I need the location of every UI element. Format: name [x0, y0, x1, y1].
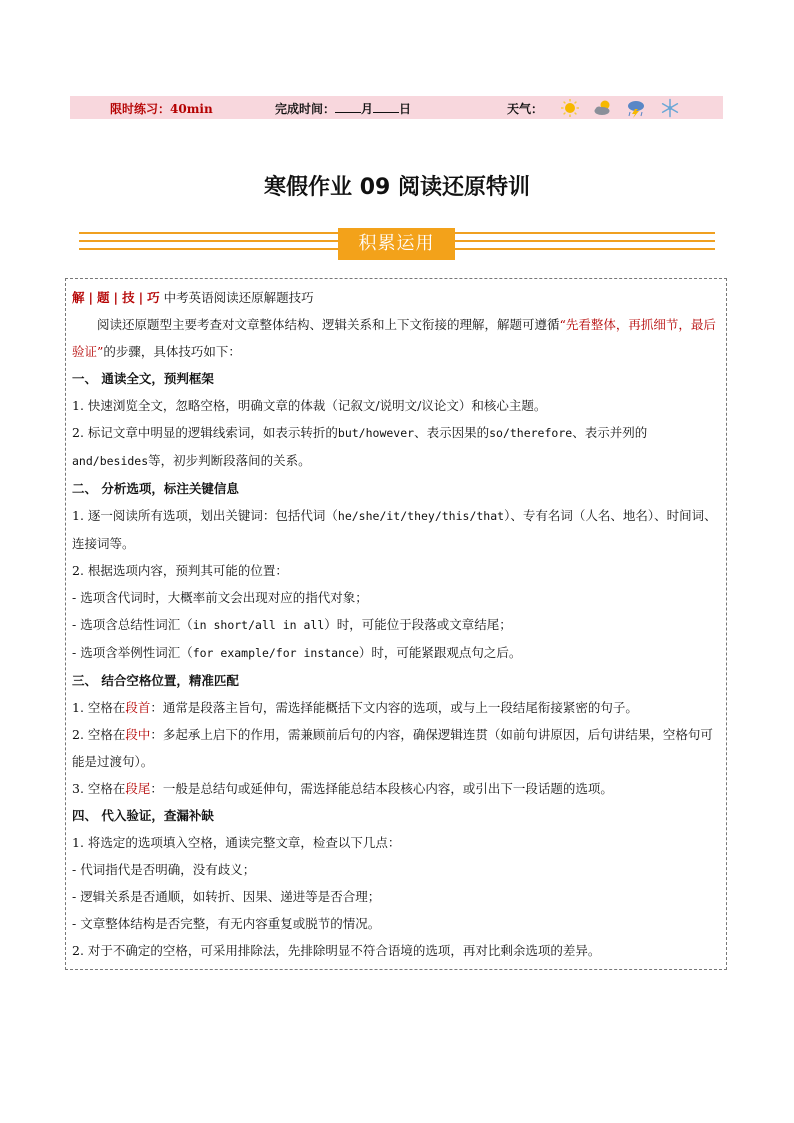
highlight-term: 段中: [125, 727, 151, 742]
text: 、表示并列的: [572, 425, 648, 440]
page-title: 寒假作业 09 阅读还原特训: [264, 175, 530, 200]
section-2-item-2: 2. 根据选项内容，预判其可能的位置：: [72, 563, 288, 578]
section-3-item-1: [72, 694, 722, 721]
tips-sep: |: [88, 290, 94, 305]
section-4-bullet-3: - 文章整体结构是否完整，有无内容重复或脱节的情况。: [72, 916, 381, 931]
text: 等，初步判断段落间的关系。: [148, 453, 311, 468]
code-term: and/besides: [72, 454, 149, 468]
text: ：通常是段落主旨句，需选择能概括下文内容的选项，或与上一段结尾衔接紧密的句子。: [150, 700, 638, 715]
tips-char-2: 题: [97, 290, 110, 305]
day-label: 日: [399, 102, 412, 116]
text: ）时，可能紧跟观点句之后。: [358, 645, 522, 660]
snowflake-icon: [660, 98, 680, 118]
section-2-item-1: [72, 502, 722, 557]
code-term: but/however: [337, 426, 415, 440]
text: ：一般是总结句或延伸句，需选择能总结本段核心内容，或引出下一段话题的选项。: [150, 781, 613, 796]
text: ）、专有名词（人名、地名）、时间词、连接词等。: [72, 508, 717, 551]
section-4-bullet-2: - 逻辑关系是否通顺，如转折、因果、递进等是否合理；: [72, 889, 381, 904]
tips-sep: |: [138, 290, 144, 305]
storm-icon: [626, 98, 646, 118]
section-4-item-1: 1. 将选定的选项填入空格，通读完整文章，检查以下几点：: [72, 835, 401, 850]
code-term: for example/for instance: [192, 646, 359, 660]
highlight-term: 段尾: [125, 781, 151, 796]
text: 1. 逐一阅读所有选项，划出关键词：包括代词（: [72, 508, 338, 523]
section-2-heading: 二、 分析选项，标注关键信息: [72, 481, 239, 496]
intro-text: 阅读还原题型主要考查对文章整体结构、逻辑关系和上下文衔接的理解，解题可遵循: [97, 317, 560, 332]
tips-heading: [72, 284, 722, 311]
time-limit: 限时练习：40min: [110, 102, 213, 116]
section-1-heading: 一、 通读全文，预判框架: [72, 371, 214, 386]
section-4-heading: 四、 代入验证，查漏补缺: [72, 808, 214, 823]
section-4-item-2: 2. 对于不确定的空格，可采用排除法，先排除明显不符合语境的选项，再对比剩余选项的差异。: [72, 943, 601, 958]
section-2-bullet-2: [72, 611, 722, 639]
tips-char-1: 解: [72, 290, 85, 305]
section-3-item-2: [72, 721, 722, 775]
text: ：多起承上启下的作用，需兼顾前后句的内容，确保逻辑连贯（如前句讲原因，后句讲结果，空格句可能是过渡句）。: [72, 727, 713, 769]
sun-icon: [560, 98, 580, 118]
day-blank: [373, 101, 399, 113]
section-3-item-3: [72, 775, 722, 802]
text: 3. 空格在: [72, 781, 126, 796]
section-4-bullet-1: - 代词指代是否明确，没有歧义；: [72, 862, 256, 877]
section-badge: 积累运用: [338, 228, 455, 260]
code-term: so/therefore: [489, 426, 573, 440]
text: - 选项含举例性词汇（: [72, 645, 193, 660]
section-2-bullet-1: - 选项含代词时，大概率前文会出现对应的指代对象；: [72, 590, 368, 605]
tips-char-3: 技: [122, 290, 135, 305]
code-term: in short/all in all: [192, 618, 325, 632]
tips-char-4: 巧: [147, 290, 160, 305]
section-3-heading: 三、 结合空格位置，精准匹配: [72, 673, 239, 688]
month-label: 月: [361, 102, 374, 116]
tips-subtitle: 中考英语阅读还原解题技巧: [163, 290, 314, 305]
text: - 选项含总结性词汇（: [72, 617, 193, 632]
text: 2. 标记文章中明显的逻辑线索词，如表示转折的: [72, 425, 338, 440]
weather-label: 天气：: [507, 102, 544, 116]
text: 2. 空格在: [72, 727, 126, 742]
month-blank: [335, 101, 361, 113]
intro-text-end: 的步骤，具体技巧如下：: [103, 344, 241, 359]
intro-paragraph: [72, 311, 722, 365]
tips-content: [72, 284, 722, 964]
highlight-term: 段首: [125, 700, 151, 715]
text: 、表示因果的: [414, 425, 490, 440]
text: ）时，可能位于段落或文章结尾；: [324, 617, 512, 632]
code-term: he/she/it/they/this/that: [337, 509, 505, 523]
intro-highlight: “先看整体，再抓细节，最后验证”: [72, 317, 716, 359]
tips-sep: |: [113, 290, 119, 305]
completion-time: [275, 100, 411, 117]
section-1-item-1: 1. 快速浏览全文，忽略空格，明确文章的体裁（记叙文/说明文/议论文）和核心主题。: [72, 398, 547, 413]
text: 1. 空格在: [72, 700, 126, 715]
section-2-bullet-3: [72, 639, 722, 667]
section-1-item-2: [72, 419, 722, 475]
completion-time-label: 完成时间：: [275, 102, 336, 116]
header-bar: [70, 96, 723, 119]
partly-cloudy-icon: [593, 98, 613, 118]
